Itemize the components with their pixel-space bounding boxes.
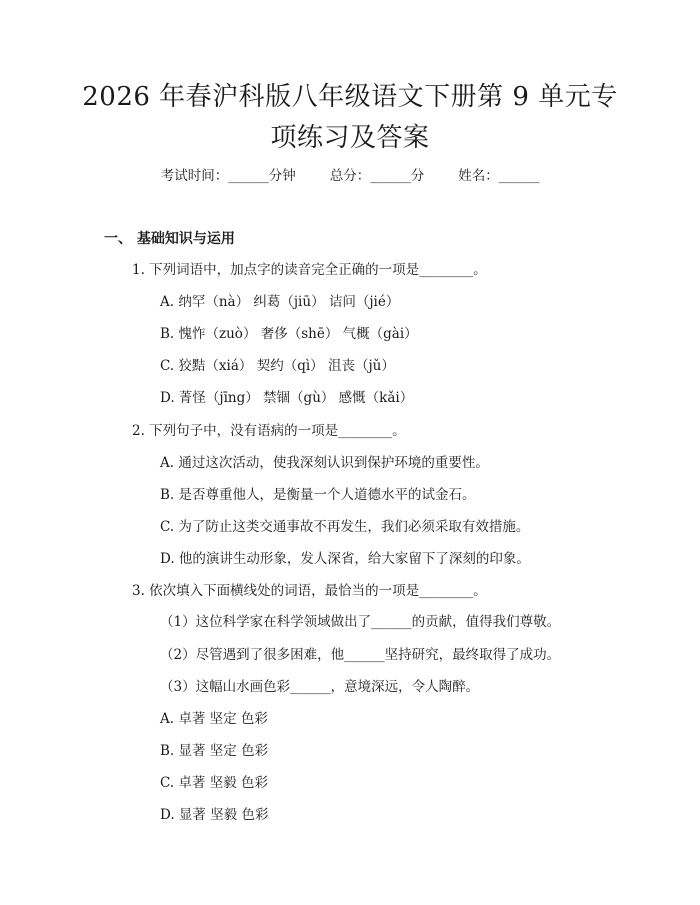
question-3-blank-3: （3）这幅山水画色彩______，意境深远，令人陶醉。 [160,679,480,695]
exam-meta [0,165,700,187]
question-3-stem: 3. 依次填入下面横线处的词语，最恰当的一项是________。 [132,583,487,599]
question-2-stem: 2. 下列句子中，没有语病的一项是________。 [132,423,406,439]
total-score-field: 总分：______分 [329,168,425,184]
question-2-option-b: B. 是否尊重他人，是衡量一个人道德水平的试金石。 [160,487,476,503]
question-3-option-c: C. 卓著 坚毅 色彩 [160,775,269,791]
document-title-line1: 2026 年春沪科版八年级语文下册第 9 单元专 [82,82,618,112]
question-1-option-d: D. 菁怪（jīng） 禁锢（gù） 感慨（kǎi） [160,390,414,406]
exam-time-field: 考试时间：______分钟 [160,168,296,184]
question-3-blank-1: （1）这位科学家在科学领域做出了______的贡献，值得我们尊敬。 [160,614,561,630]
document-title-line2: 项练习及答案 [270,123,430,153]
section-heading: 一、 基础知识与运用 [104,231,235,247]
question-2-option-d: D. 他的演讲生动形象，发人深省，给大家留下了深刻的印象。 [160,551,530,567]
question-1-option-a: A. 纳罕（nà） 纠葛（jiū） 诘问（jié） [160,294,400,310]
name-field: 姓名：______ [458,168,540,184]
question-1-stem: 1. 下列词语中，加点字的读音完全正确的一项是________。 [132,262,487,278]
question-1-option-b: B. 愧怍（zuò） 奢侈（shē） 气概（gài） [160,326,418,342]
question-1-option-c: C. 狡黠（xiá） 契约（qì） 沮丧（jǔ） [160,358,395,374]
question-3-option-d: D. 显著 坚毅 色彩 [160,807,269,823]
question-2-option-c: C. 为了防止这类交通事故不再发生，我们必须采取有效措施。 [160,519,530,535]
question-2-option-a: A. 通过这次活动，使我深刻认识到保护环境的重要性。 [160,455,489,471]
question-3-option-b: B. 显著 坚定 色彩 [160,743,269,759]
question-3-option-a: A. 卓著 坚定 色彩 [160,711,268,727]
question-3-blank-2: （2）尽管遇到了很多困难，他______坚持研究，最终取得了成功。 [160,647,561,663]
